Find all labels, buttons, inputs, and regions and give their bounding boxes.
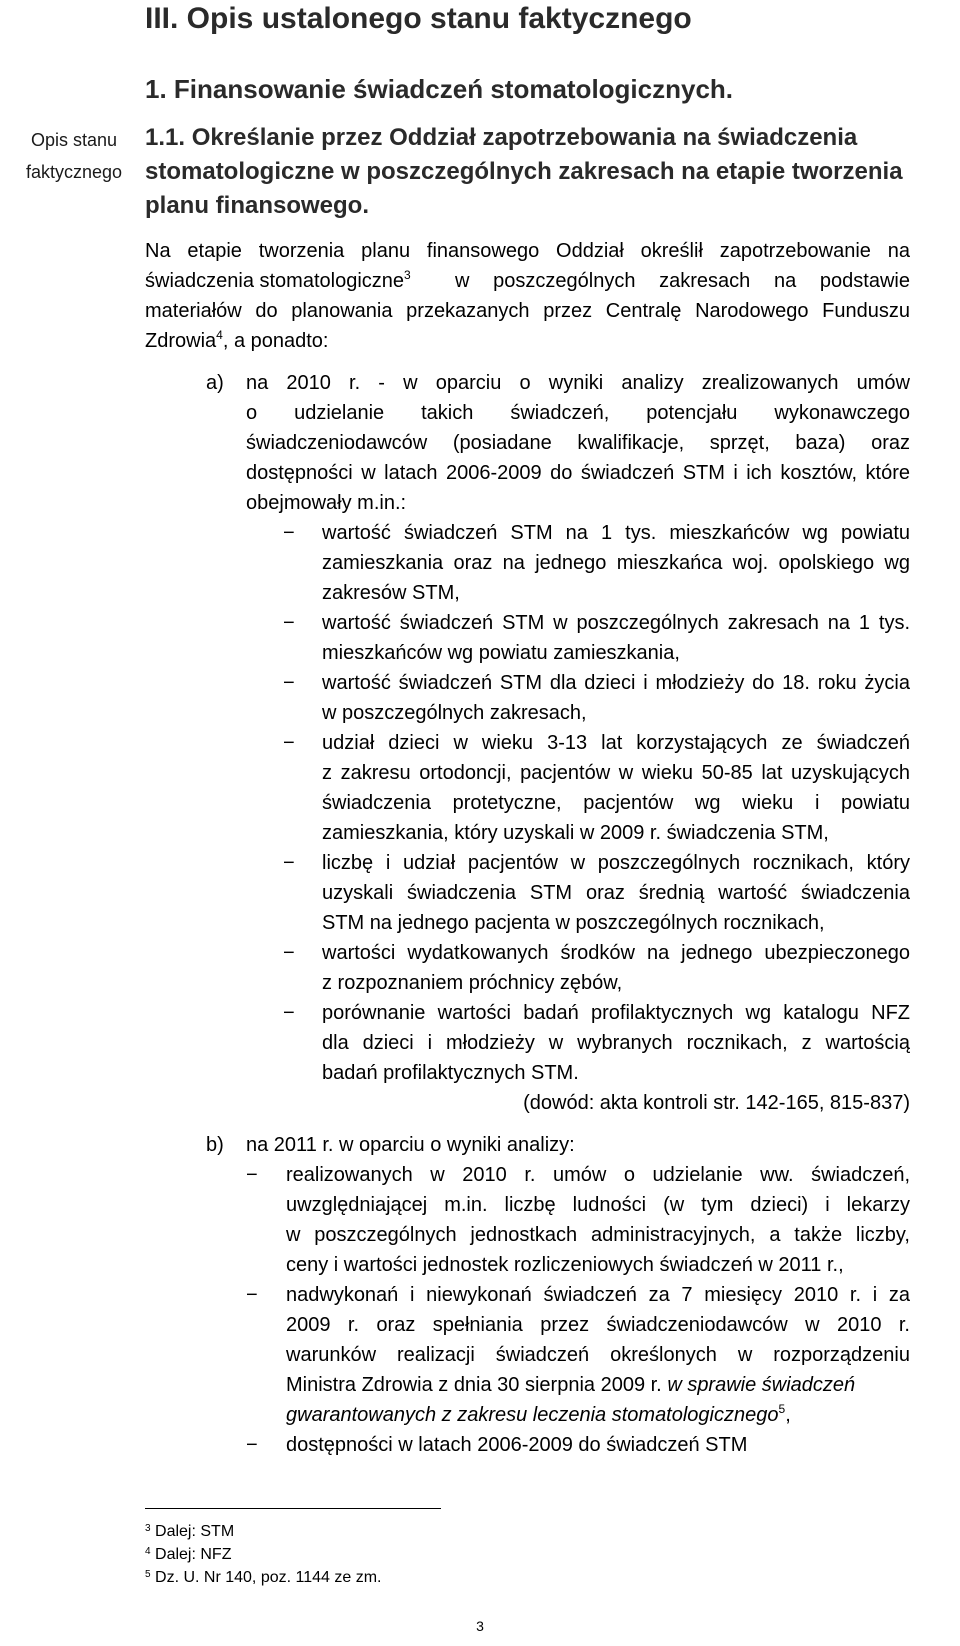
bullet-line: realizowanych w 2010 r. umów o udzielanie ww. świadczeń,	[286, 1164, 910, 1186]
bullet-dash: −	[246, 1284, 258, 1306]
bullet-line: wartości wydatkowanych środków na jednego ubezpieczonego	[322, 942, 910, 964]
intro-line: świadczenia stomatologiczne$^3$	[145, 268, 411, 292]
bullet-line: nadwykonań i niewykonań świadczeń za 7 miesięcy 2010 r. i za	[286, 1284, 910, 1306]
bullet-dash: −	[283, 672, 295, 694]
bullet-line: w poszczególnych zakresach,	[322, 702, 587, 724]
bullet-line: dla dzieci i młodzieży w wybranych rocznikach, z wartością	[322, 1032, 910, 1054]
footnote-ref[interactable]: 4	[216, 328, 223, 342]
bullet-line: wartość świadczeń STM na 1 tys. mieszkańców wg powiatu	[322, 522, 910, 544]
bullet-line: udział dzieci w wieku 3-13 lat korzystających ze świadczeń	[322, 732, 910, 754]
section-a-line: obejmowały m.in.:	[246, 492, 407, 514]
footnote: $^5$ Dz. U. Nr 140, poz. 1144 ze zm.	[145, 1569, 382, 1586]
footnote-ref[interactable]: 3	[404, 268, 411, 282]
bullet-line: zamieszkania oraz na jednego mieszkańca woj. opolskiego wg	[322, 552, 910, 574]
intro-line: Na etapie tworzenia planu finansowego Oddział określił zapotrzebowanie na	[145, 240, 910, 262]
intro-line: Zdrowia$^4$, a ponadto:	[145, 328, 329, 352]
section-a-line: na 2010 r. - w oparciu o wyniki analizy zrealizowanych umów	[246, 372, 910, 394]
bullet-line: mieszkańców wg powiatu zamieszkania,	[322, 642, 680, 664]
bullet-line: zamieszkania, który uzyskali w 2009 r. świadczenia STM,	[322, 822, 829, 844]
footnote: $^4$ Dalej: NFZ	[145, 1546, 232, 1563]
bullet-line: STM na jednego pacjenta w poszczególnych rocznikach,	[322, 912, 825, 934]
subsection-heading: 1. Finansowanie świadczeń stomatologicznych.	[145, 74, 734, 104]
footnote-separator	[145, 1508, 441, 1509]
bullet-line: świadczenia protetyczne, pacjentów wg wieku i powiatu	[322, 792, 910, 814]
footnote-ref[interactable]: 5	[778, 1402, 786, 1416]
list-marker-b: b)	[206, 1134, 224, 1156]
bullet-line: z rozpoznaniem próchnicy zębów,	[322, 972, 623, 994]
section-a-line: dostępności w latach 2006-2009 do świadczeń STM i ich kosztów, które	[246, 462, 910, 484]
bullet-line: wartość świadczeń STM dla dzieci i młodzieży do 18. roku życia	[322, 672, 910, 694]
bullet-line: uzyskali świadczenia STM oraz średnią wartość świadczenia	[322, 882, 910, 904]
bullet-line: Ministra Zdrowia z dnia 30 sierpnia 2009 r. w sprawie świadczeń	[286, 1374, 856, 1396]
subsubsection-heading-line: stomatologiczne w poszczególnych zakresach na etapie tworzenia	[145, 158, 903, 185]
bullet-line: zakresów STM,	[322, 582, 460, 604]
bullet-dash: −	[283, 1002, 295, 1024]
bullet-line: liczbę i udział pacjentów w poszczególnych rocznikach, który	[322, 852, 910, 874]
bullet-dash: −	[283, 732, 295, 754]
bullet-line: uwzględniającej m.in. liczbę ludności (w tym dzieci) i lekarzy	[286, 1194, 910, 1216]
list-marker-a: a)	[206, 372, 224, 394]
bullet-line: w poszczególnych jednostkach administracyjnych, a także liczby,	[286, 1224, 910, 1246]
bullet-line: badań profilaktycznych STM.	[322, 1062, 579, 1084]
intro-line: materiałów do planowania przekazanych przez Centralę Narodowego Funduszu	[145, 300, 910, 322]
subsubsection-heading-line: 1.1. Określanie przez Oddział zapotrzebowania na świadczenia	[145, 124, 858, 151]
bullet-line: porównanie wartości badań profilaktycznych wg katalogu NFZ	[322, 1002, 910, 1024]
subsubsection-heading-line: planu finansowego.	[145, 192, 370, 219]
bullet-line: 2009 r. oraz spełniania przez świadczeniodawców w 2010 r.	[286, 1314, 910, 1336]
section-a-line: o udzielanie takich świadczeń, potencjału wykonawczego	[246, 402, 910, 424]
section-a-line: świadczeniodawców (posiadane kwalifikacje, sprzęt, baza) oraz	[246, 432, 910, 454]
bullet-line: z zakresu ortodoncji, pacjentów w wieku 50-85 lat uzyskujących	[322, 762, 910, 784]
bullet-line: wartość świadczeń STM w poszczególnych zakresach na 1 tys.	[322, 612, 910, 634]
bullet-dash: −	[246, 1164, 258, 1186]
footnote: $^3$ Dalej: STM	[145, 1523, 235, 1540]
evidence-citation: (dowód: akta kontroli str. 142-165, 815-837)	[523, 1092, 910, 1114]
bullet-line: dostępności w latach 2006-2009 do świadczeń STM	[286, 1434, 748, 1456]
bullet-dash: −	[283, 522, 295, 544]
bullet-line: ceny i wartości jednostek rozliczeniowych świadczeń w 2011 r.,	[286, 1254, 844, 1276]
margin-note: Opis stanu faktycznego	[25, 130, 123, 182]
bullet-dash: −	[283, 612, 295, 634]
section-heading: III. Opis ustalonego stanu faktycznego	[145, 2, 692, 35]
bullet-line: warunków realizacji świadczeń określonych w rozporządzeniu	[286, 1344, 910, 1366]
intro-line: w poszczególnych zakresach na podstawie	[455, 270, 910, 292]
page-number: 3	[476, 1618, 484, 1634]
bullet-dash: −	[283, 852, 295, 874]
bullet-dash: −	[283, 942, 295, 964]
bullet-dash: −	[246, 1434, 258, 1456]
bullet-line: gwarantowanych z zakresu leczenia stomatologicznego$^5$,	[286, 1402, 791, 1426]
section-b-line: na 2011 r. w oparciu o wyniki analizy:	[246, 1134, 575, 1156]
